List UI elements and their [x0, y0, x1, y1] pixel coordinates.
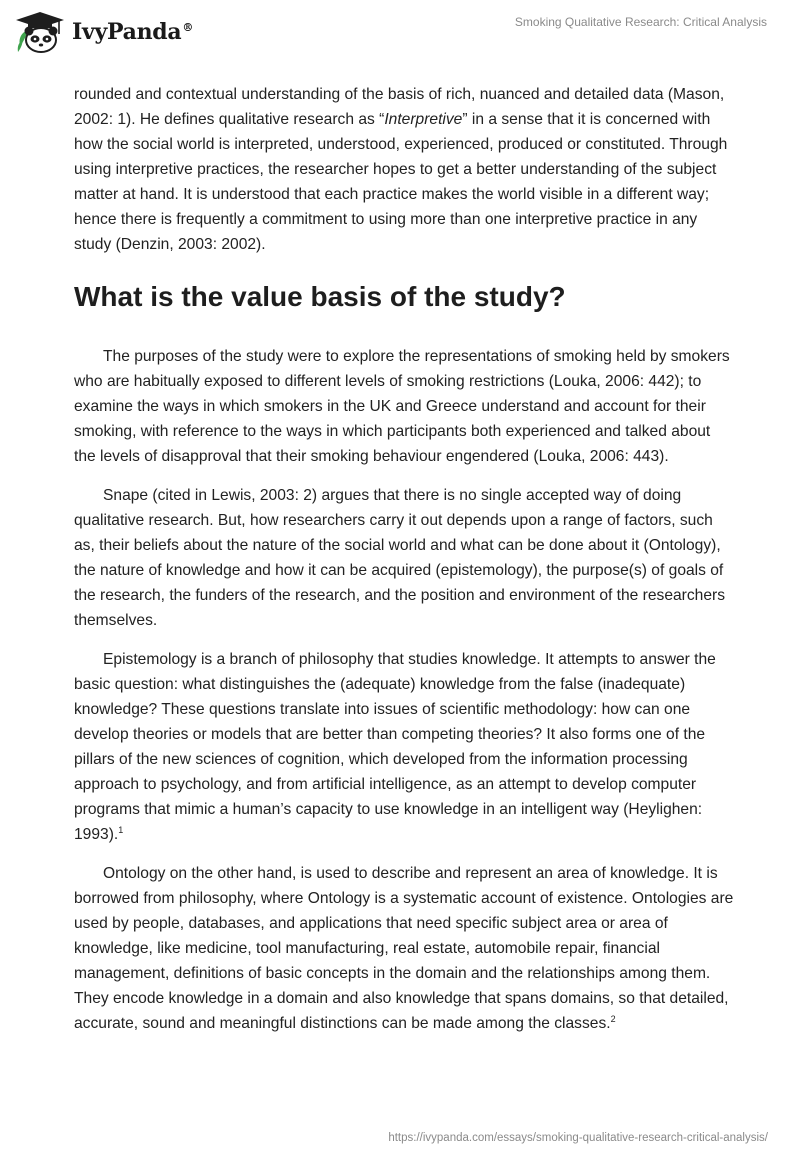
page-header: [0, 0, 800, 66]
brand-logo[interactable]: [14, 10, 193, 54]
document-title: Smoking Qualitative Research: Critical Analysis: [514, 15, 767, 29]
paragraph-epistemology: Epistemology is a branch of philosophy that studies knowledge. It attempts to answer the basic question: what distinguishes the (adequate) knowledge from the false (inadequate) knowledge? These questions translate into issues of scientific methodology: how can one develop theories or models that are better than competing theories? It also forms one of the pillars of the new sciences of cognition, which developed from the information processing approach to psychology, and from artificial intelligence, as an attempt to develop computer programs that mimic a human’s capacity to use knowledge in an intelligent way (Heylighen: 1993).$^1$: [74, 651, 716, 843]
source-url[interactable]: https://ivypanda.com/essays/smoking-qualitative-research-critical-analysis/: [388, 1132, 768, 1144]
paragraph-purposes: The purposes of the study were to explore the representations of smoking held by smokers who are habitually exposed to different levels of smoking restrictions (Louka, 2006: 442); to examine the ways in which smokers in the UK and Greece understand and account for their smoking, with reference to the ways in which participants both experienced and talked about the levels of disapproval that their smoking behaviour engendered (Louka, 2006: 443).: [74, 348, 730, 465]
intro-paragraph: rounded and contextual understanding of the basis of rich, nuanced and detailed data (Mason, 2002: 1). He defines qualitative research as “Interpretive” in a sense that it is concerned with how the social world is interpreted, understood, experienced, produced or constituted. Through using interpretive practices, the researcher hopes to get a better understanding of the subject matter at hand. It is understood that each practice makes the world visible in a different way; hence there is frequently a commitment to using more than one interpretive practice in any study (Denzin, 2003: 2002).: [74, 86, 728, 253]
brand-name: IvyPanda®: [72, 19, 194, 45]
footnote-marker[interactable]: 2: [610, 1013, 616, 1024]
paragraph-snape: Snape (cited in Lewis, 2003: 2) argues that there is no single accepted way of doing qualitative research. But, how researchers carry it out depends upon a range of factors, such as, their beliefs about the nature of the social world and what can be done about it (Ontology), the nature of knowledge and how it can be acquired (epistemology), the purpose(s) of goals of the research, the funders of the research, and the position and environment of the researchers themselves.: [74, 487, 725, 629]
footnote-marker[interactable]: 1: [118, 824, 124, 835]
panda-logo-icon: [14, 10, 66, 54]
section-heading: What is the value basis of the study?: [74, 281, 566, 312]
essay-body: [74, 82, 734, 1036]
paragraph-ontology: Ontology on the other hand, is used to describe and represent an area of knowledge. It is borrowed from philosophy, where Ontology is a systematic account of existence. Ontologies are used by people, databases, and applications that need specific subject area or area of knowledge, like medicine, tool manufacturing, real estate, automobile repair, financial management, definitions of basic concepts in the domain and the relationships among them. They encode knowledge in a domain and also knowledge that spans domains, so that detailed, accurate, sound and meaningful distinctions can be made among the classes.$^2$: [74, 865, 734, 1032]
